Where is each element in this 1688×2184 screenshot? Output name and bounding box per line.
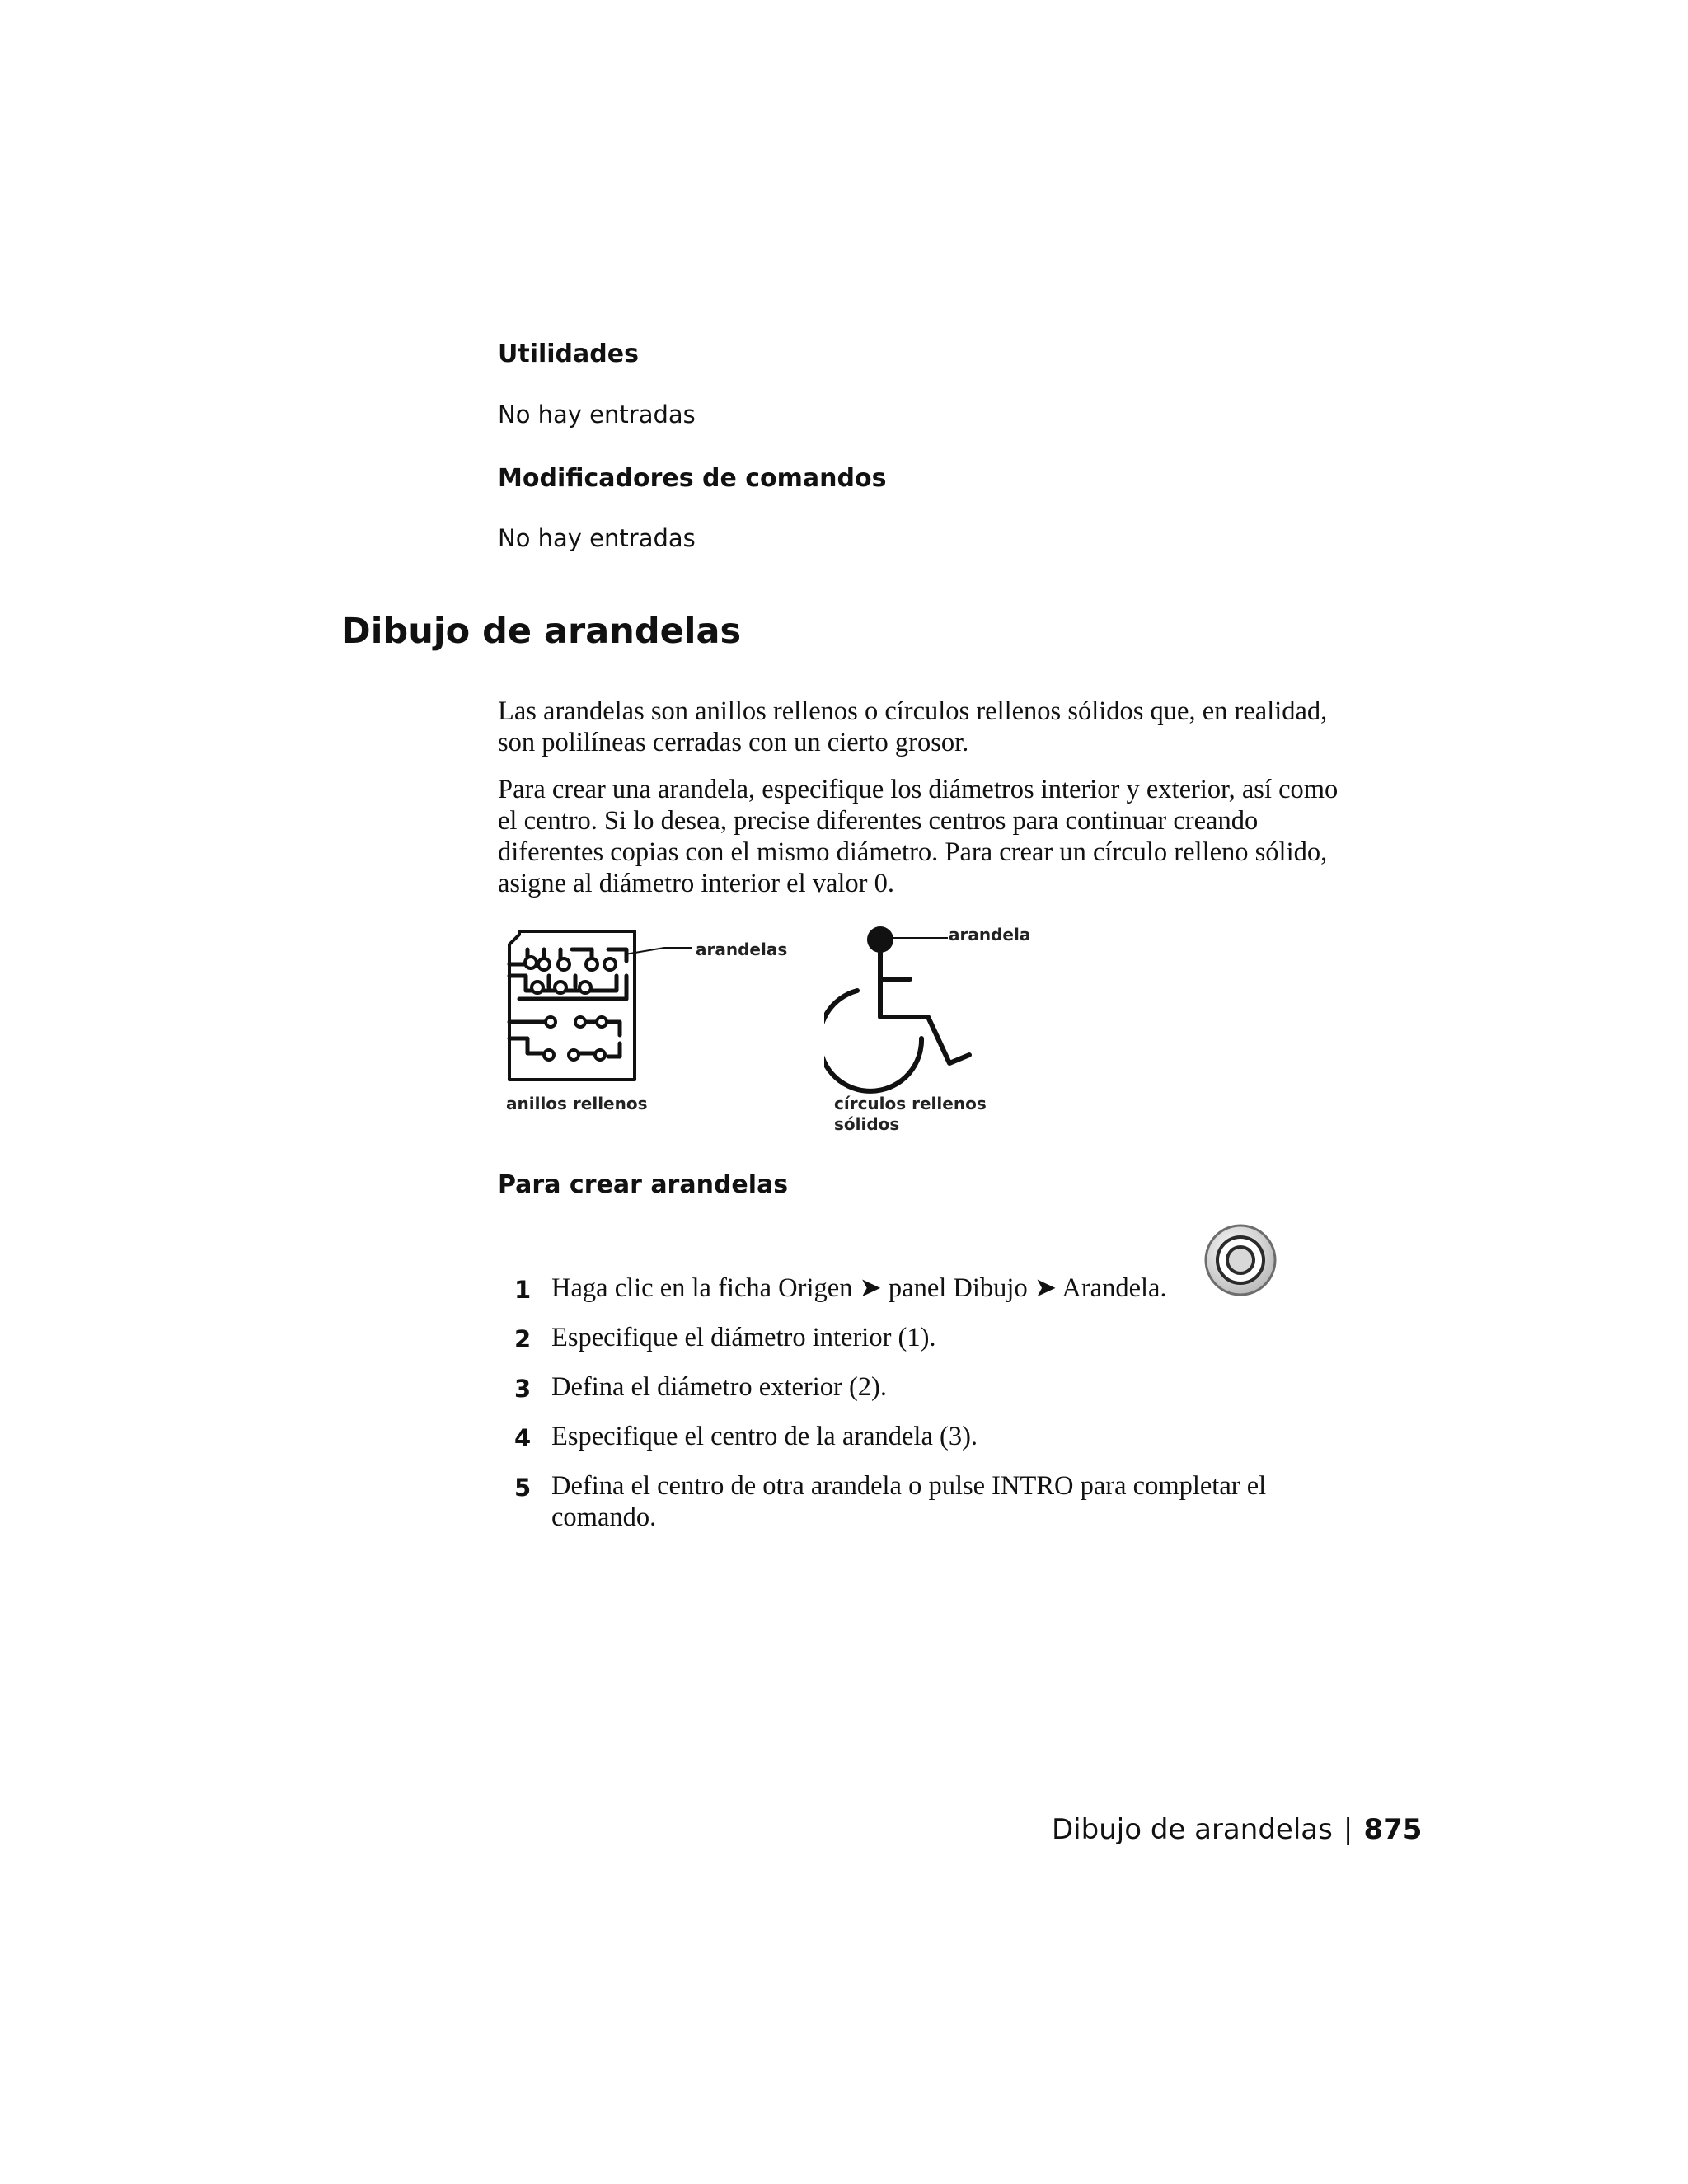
solid-circles-caption-line: sólidos [834,1114,900,1134]
instructions-paragraph-line: Para crear una arandela, especifique los diámetros interior y exterior, así como [498,775,1339,804]
page-title: Dibujo de arandelas [341,611,742,652]
filled-rings-caption: anillos rellenos [506,1094,648,1113]
utilidades-text: No hay entradas [498,401,696,429]
modificadores-heading: Modificadores de comandos [498,464,887,493]
instructions-paragraph-line: diferentes copias con el mismo diámetro. Para crear un círculo relleno sólido, [498,837,1328,867]
step-text-line: comando. [551,1502,657,1532]
step-text: Especifique el diámetro interior (1). [551,1323,936,1352]
utilidades-heading: Utilidades [498,340,639,368]
step-number: 1 [514,1276,532,1304]
step-number: 5 [514,1474,532,1502]
solid-circles-caption-line: círculos rellenos [834,1094,987,1113]
instructions-paragraph-line: asigne al diámetro interior el valor 0. [498,869,895,898]
step-number: 3 [514,1375,532,1403]
footer-separator: | [1343,1813,1353,1846]
step-text: Haga clic en la ficha Origen ➤ panel Dibujo ➤ Arandela. [551,1273,1167,1303]
donut-icon [1203,1223,1278,1297]
modificadores-text: No hay entradas [498,524,696,552]
step-number: 4 [514,1424,532,1452]
solid-washer-icon [867,926,893,953]
filled-rings-callout: arandelas [696,940,788,959]
instructions-paragraph [498,774,1372,899]
step-number: 2 [514,1325,532,1353]
step-text [551,1470,1266,1533]
solid-circles-caption [834,1094,987,1135]
step-text: Defina el diámetro exterior (2). [551,1372,887,1402]
step-text: Especifique el centro de la arandela (3). [551,1422,978,1451]
procedure-title: Para crear arandelas [498,1170,789,1199]
step-text-line: Defina el centro de otra arandela o pulse INTRO para completar el [551,1471,1267,1501]
intro-paragraph-line: Las arandelas son anillos rellenos o círculos rellenos sólidos que, en realidad, [498,696,1328,726]
instructions-paragraph-line: el centro. Si lo desea, precise diferentes centros para continuar creando [498,806,1259,836]
intro-paragraph-line: son polilíneas cerradas con un cierto grosor. [498,728,969,757]
footer-title: Dibujo de arandelas [1052,1813,1333,1846]
page-footer [1052,1813,1422,1846]
page-number: 875 [1363,1813,1423,1846]
intro-paragraph [498,696,1372,758]
solid-circle-callout: arandela [949,925,1031,944]
